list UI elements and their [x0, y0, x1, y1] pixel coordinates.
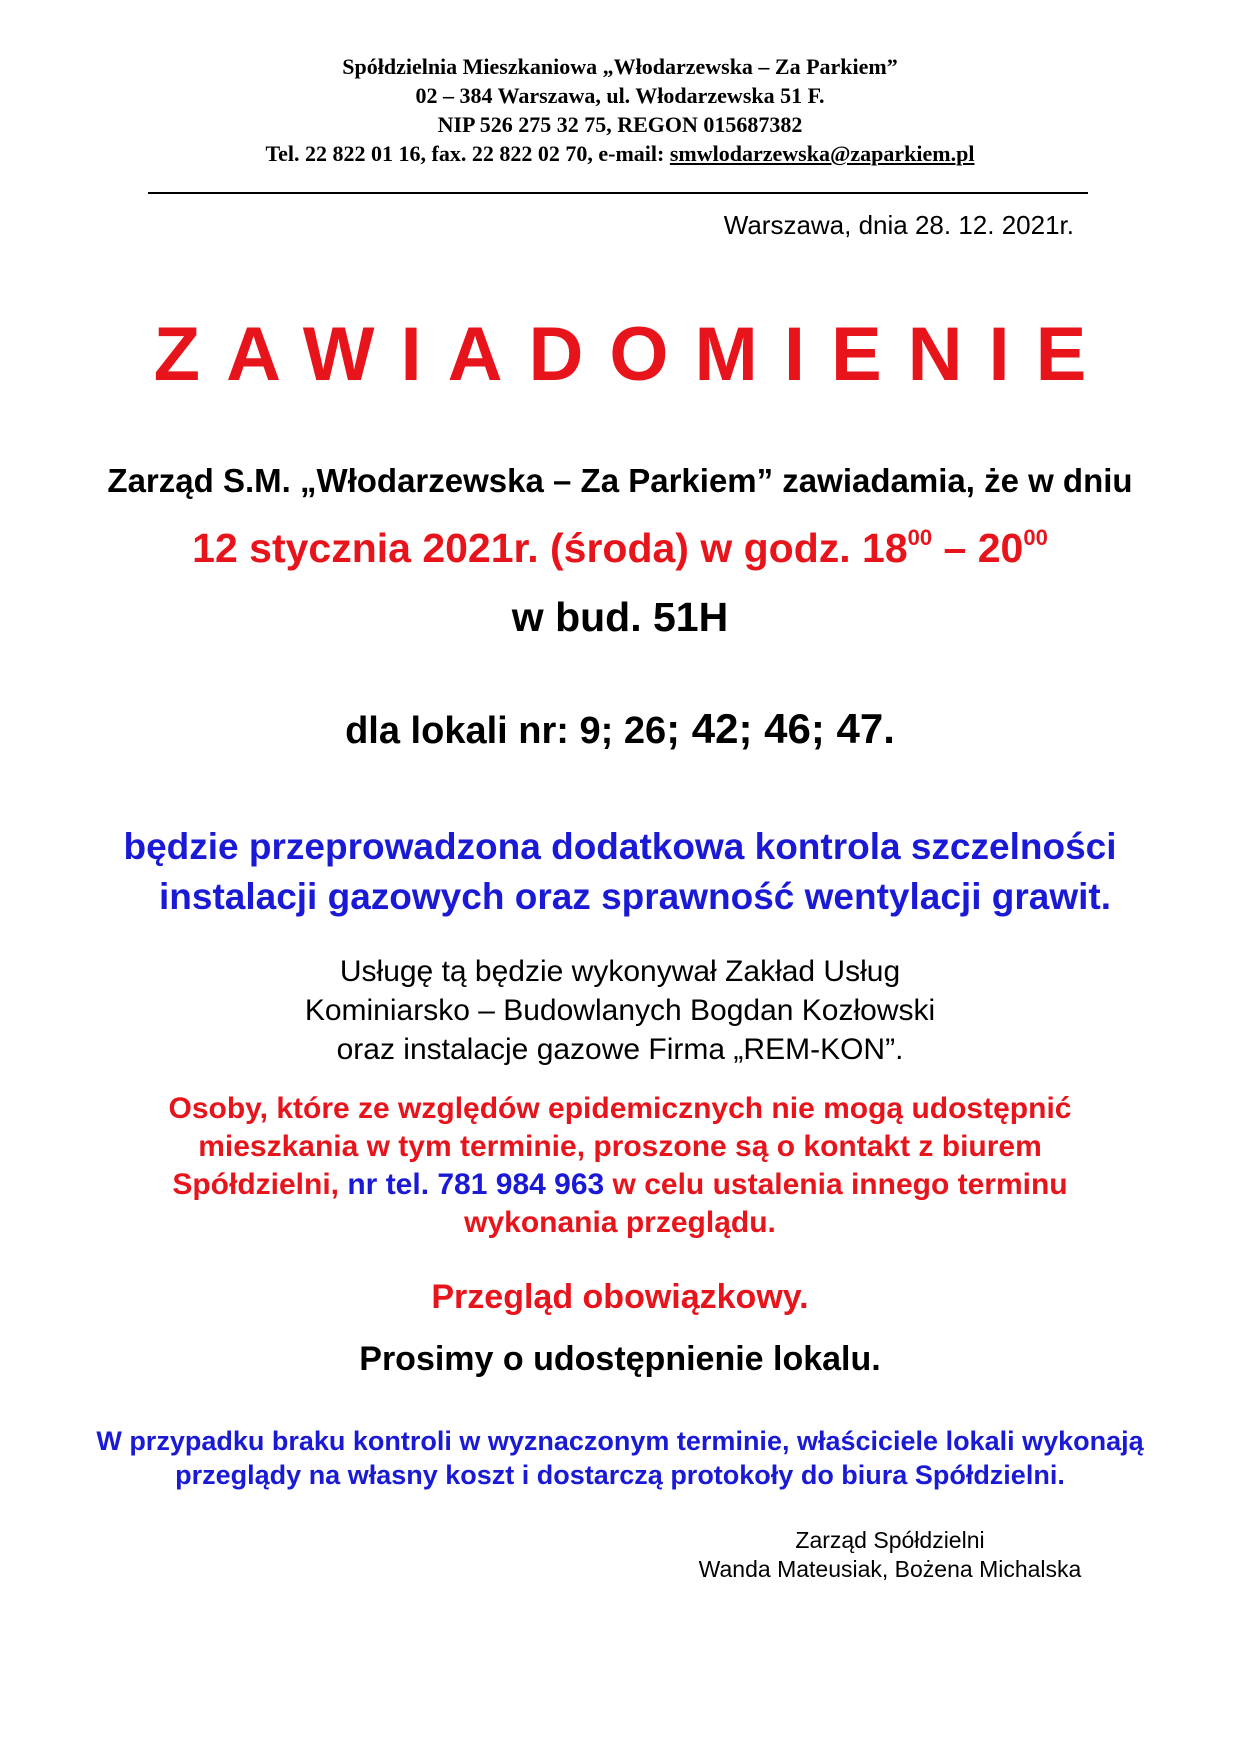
inspection-notice-line1: będzie przeprowadzona dodatkowa kontrola szczelności: [123, 826, 1117, 867]
epidemic-line1: Osoby, które ze względów epidemicznych nie mogą udostępnić: [168, 1092, 1072, 1125]
org-address: 02 – 384 Warszawa, ul. Włodarzewska 51 F.: [415, 83, 825, 108]
intro-line: Zarząd S.M. „Włodarzewska – Za Parkiem” zawiadamia, że w dniu: [107, 462, 1133, 499]
service-provider: [0, 952, 1240, 1069]
building-line: w bud. 51H: [511, 594, 729, 640]
signature-block: [640, 1526, 1140, 1584]
service-line2: Kominiarsko – Budowlanych Bogdan Kozłowski: [304, 994, 936, 1027]
service-line1: Usługę tą będzie wykonywał Zakład Usług: [339, 955, 901, 988]
time-end: – 20: [932, 525, 1024, 571]
contact-text: Tel. 22 822 01 16, fax. 22 822 02 70, e-mail:: [265, 141, 670, 166]
units-rest: ; 42; 46; 47.: [666, 705, 895, 752]
mandatory-notice: Przegląd obowiązkowy.: [431, 1278, 809, 1316]
header-divider: [148, 192, 1088, 194]
epidemic-line4: wykonania przeglądu.: [464, 1206, 776, 1239]
units-prefix: dla lokali nr: 9; 26: [345, 710, 667, 752]
org-ids: NIP 526 275 32 75, REGON 015687382: [437, 112, 803, 137]
contact-phone: nr tel. 781 984 963: [347, 1168, 605, 1201]
signature-title: Zarząd Spółdzielni: [795, 1527, 985, 1553]
inspection-notice-line2: instalacji gazowych oraz sprawność wentylacji grawit.: [158, 876, 1112, 917]
epidemic-notice: [0, 1090, 1240, 1242]
document-date: Warszawa, dnia 28. 12. 2021r.: [723, 210, 1074, 240]
org-name: Spółdzielnia Mieszkaniowa „Włodarzewska – Za Parkiem”: [342, 54, 898, 79]
time-start-minutes: 00: [907, 525, 933, 550]
date-time-main: 12 stycznia 2021r. (środa) w godz. 18: [192, 525, 908, 571]
units-line: [0, 705, 1240, 753]
document-title: ZAWIADOMIENIE: [153, 312, 1113, 397]
epidemic-line3: [0, 1166, 1240, 1204]
org-contact: [0, 139, 1240, 168]
date-time-line: [0, 525, 1240, 572]
warning-line1: W przypadku braku kontroli w wyznaczonym terminie, właściciele lokali wykonają: [96, 1426, 1144, 1456]
signature-names: Wanda Mateusiak, Bożena Michalska: [698, 1556, 1082, 1582]
time-end-minutes: 00: [1023, 525, 1048, 550]
epidemic-line2: mieszkania w tym terminie, proszone są o kontakt z biurem: [198, 1130, 1042, 1163]
inspection-notice: [0, 822, 1240, 922]
epidemic-line3-b: w celu ustalenia innego terminu: [604, 1168, 1068, 1201]
warning-line2: przeglądy na własny koszt i dostarczą protokoły do biura Spółdzielni.: [175, 1460, 1065, 1490]
warning-notice: [0, 1424, 1240, 1492]
letterhead: [0, 52, 1240, 168]
email-link[interactable]: smwlodarzewska@zaparkiem.pl: [669, 141, 975, 166]
access-request: Prosimy o udostępnienie lokalu.: [359, 1340, 881, 1378]
epidemic-line3-a: Spółdzielni,: [172, 1168, 348, 1201]
service-line3: oraz instalacje gazowe Firma „REM-KON”.: [336, 1033, 904, 1066]
